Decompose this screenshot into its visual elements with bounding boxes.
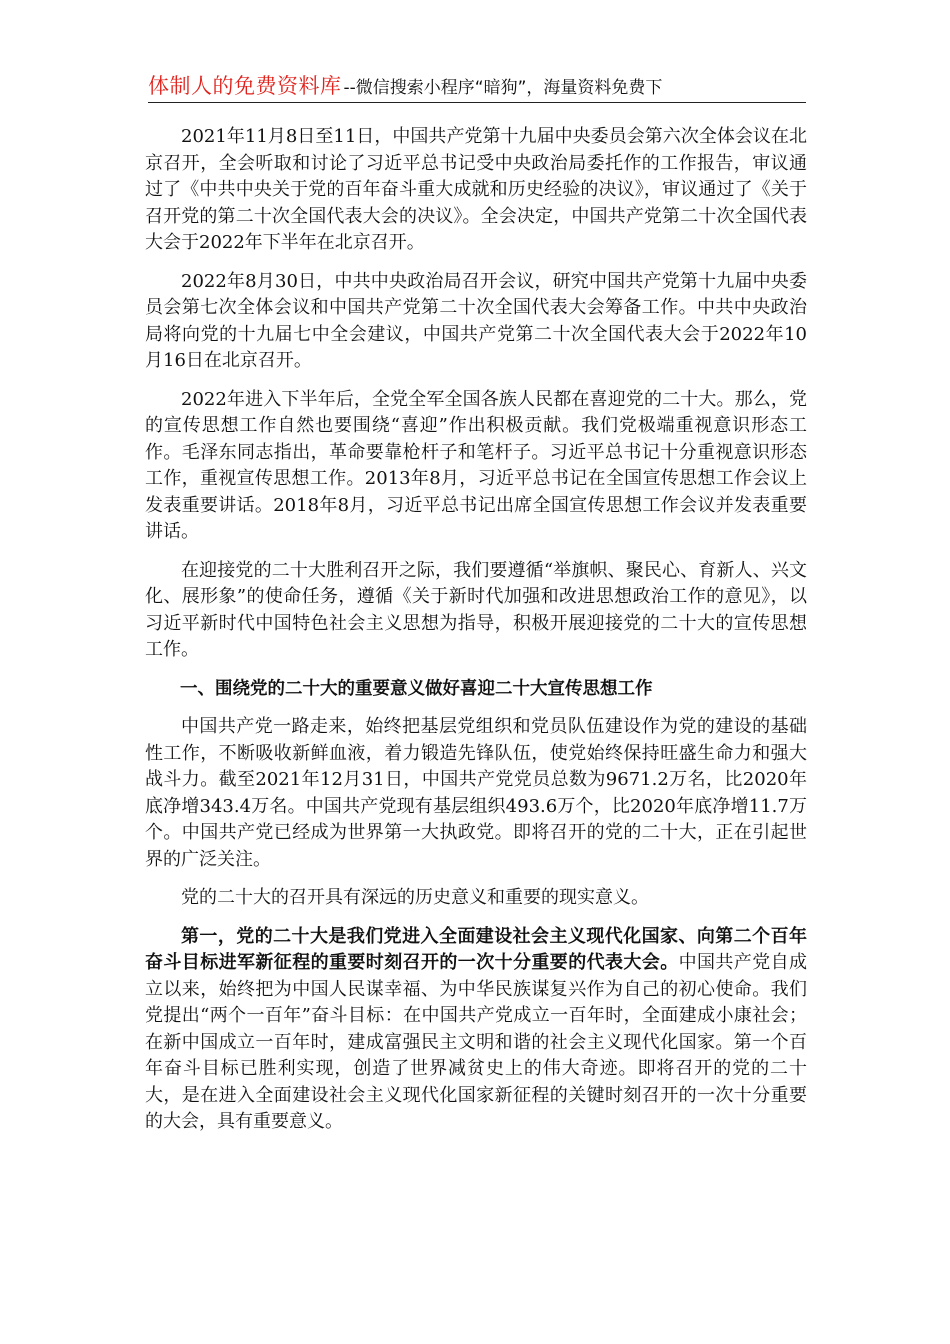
- paragraph-5: 中国共产党一路走来，始终把基层党组织和党员队伍建设作为党的建设的基础性工作，不断吸收新鲜血液，着力锻造先锋队伍，使党始终保持旺盛生命力和强大战斗力。截至2021年12月31日，中国共产党党员总数为9671.2万名，比2020年底净增343.4万名。中国共产党现有基层组织493.6万个，比2020年底净增11.7万个。中国共产党已经成为世界第一大执政党。即将召开的党的二十大，正在引起世界的广泛关注。: [145, 716, 807, 870]
- section-heading-1: 一、围绕党的二十大的重要意义做好喜迎二十大宣传思想工作: [180, 678, 653, 699]
- header-note: --微信搜索小程序“暗狗”，海量资料免费下: [343, 78, 663, 98]
- paragraph-7-text: 中国共产党自成立以来，始终把为中国人民谋幸福、为中华民族谋复兴作为自己的初心使命。我们党提出“两个一百年”奋斗目标：在中国共产党成立一百年时，全面建成小康社会；在新中国成立一百年时，建成富强民主文明和谐的社会主义现代化国家。第一个百年奋斗目标已胜利实现，创造了世界减贫史上的伟大奇迹。即将召开的党的二十大，是在进入全面建设社会主义现代化国家新征程的关键时刻召开的一次十分重要的大会，具有重要意义。: [145, 952, 808, 1132]
- paragraph-6: 党的二十大的召开具有深远的历史意义和重要的现实意义。: [181, 887, 649, 908]
- paragraph-2: 2022年8月30日，中共中央政治局召开会议，研究中国共产党第十九届中央委员会第七次全体会议和中国共产党第二十次全国代表大会筹备工作。中共中央政治局将向党的十九届七中全会建议，中国共产党第二十次全国代表大会于2022年10月16日在北京召开。: [145, 270, 807, 371]
- paragraph-7-lead: 第一，党的二十大是我们党进入全面建设社会主义现代化国家、向第二个百年奋斗目标进军新征程的重要时刻召开的一次十分重要的代表大会。: [145, 925, 807, 973]
- page-header: [148, 70, 806, 103]
- paragraph-1: 2021年11月8日至11日，中国共产党第十九届中央委员会第六次全体会议在北京召开，全会听取和讨论了习近平总书记受中央政治局委托作的工作报告，审议通过了《中共中央关于党的百年奋斗重大成就和历史经验的决议》，审议通过了《关于召开党的第二十次全国代表大会的决议》。全会决定，中国共产党第二十次全国代表大会于2022年下半年在北京召开。: [145, 126, 807, 253]
- paragraph-7: [145, 924, 807, 1136]
- document-body: [145, 124, 807, 1148]
- paragraph-4: 在迎接党的二十大胜利召开之际，我们要遵循“举旗帜、聚民心、育新人、兴文化、展形象”的使命任务，遵循《关于新时代加强和改进思想政治工作的意见》，以习近平新时代中国特色社会主义思想为指导，积极开展迎接党的二十大的宣传思想工作。: [145, 559, 807, 660]
- paragraph-3: 2022年进入下半年后，全党全军全国各族人民都在喜迎党的二十大。那么，党的宣传思想工作自然也要围绕“喜迎”作出积极贡献。我们党极端重视意识形态工作。毛泽东同志指出，革命要靠枪杆子和笔杆子。习近平总书记十分重视意识形态工作，重视宣传思想工作。2013年8月，习近平总书记在全国宣传思想工作会议上发表重要讲话。2018年8月，习近平总书记出席全国宣传思想工作会议并发表重要讲话。: [145, 388, 807, 542]
- header-brand: 体制人的免费资料库: [148, 74, 342, 98]
